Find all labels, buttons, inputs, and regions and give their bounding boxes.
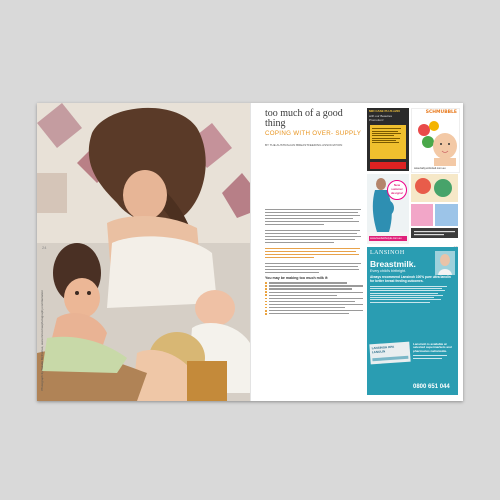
article-subtitle: COPING WITH OVER- SUPPLY — [265, 130, 362, 137]
magazine-spread — [37, 103, 463, 401]
list-item — [265, 307, 363, 309]
lansinoh-benefits — [367, 286, 458, 303]
baby-product-advert[interactable] — [411, 108, 460, 173]
list-item — [265, 310, 363, 312]
list-item — [265, 301, 363, 303]
page-gutter — [250, 103, 251, 401]
page-number-left: 24 — [42, 245, 47, 250]
list-item — [265, 298, 363, 300]
cover-photo — [37, 103, 250, 401]
article-title: too much of a good thing — [265, 108, 343, 129]
article-subhead: You may be making too much milk if: — [265, 276, 329, 281]
lansinoh-brand: LANSINOH — [370, 250, 405, 256]
product-grid-advert[interactable] — [411, 174, 458, 244]
ad-url: www.babyunlimited.com.au — [414, 167, 446, 171]
list-item — [265, 313, 363, 315]
lansinoh-headline: Breastmilk. — [370, 259, 416, 269]
lansinoh-phone: 0800 651 044 — [413, 384, 450, 390]
pull-paragraph — [265, 248, 363, 258]
paragraph-2 — [265, 230, 363, 243]
sale-banner — [370, 162, 406, 169]
sale-offer-box — [370, 125, 406, 159]
list-item — [265, 282, 363, 284]
mother-baby-photo — [435, 251, 455, 275]
article-byline: BY THE AUSTRALIAN BREASTFEEDING ASSOCIATION — [265, 143, 343, 147]
product-collage — [411, 174, 458, 244]
brand-logo: SCHMUBBLE — [425, 110, 457, 115]
list-item — [265, 285, 363, 287]
ad-url: www.feedwithstyle.com.au — [369, 236, 407, 241]
sale-headline: MID CASE PLUS £200 — [369, 109, 401, 113]
paragraph-3 — [265, 263, 363, 273]
new-designs-badge: New summer designs! — [387, 180, 407, 200]
article-body — [265, 209, 363, 316]
lansinoh-product-tube: LANSINOH HPA LANOLIN — [369, 342, 410, 365]
list-item — [265, 291, 363, 293]
paragraph-1 — [265, 209, 363, 225]
list-item — [265, 304, 363, 306]
baby-photo — [412, 116, 459, 166]
list-item — [265, 288, 363, 290]
sale-advert[interactable] — [367, 108, 409, 171]
sale-subline: with our Beauties Promotion! — [369, 114, 393, 122]
lansinoh-availability: Lansinoh is available at selected supermarkets and pharmacies nationwide. — [413, 342, 452, 353]
lansinoh-advert[interactable] — [367, 247, 458, 395]
photo-credit: Photograph by Natalie McComas, www.mccomasphotography.com/lactation — [40, 290, 44, 391]
symptom-list — [265, 282, 363, 315]
maternity-wear-advert[interactable] — [367, 174, 409, 244]
lansinoh-subheadline: Every child's birthright. — [370, 269, 407, 273]
lansinoh-pitch: Always recommend Lansinoh 100% pure ultra lanolin for better breast feeding outcomes. — [370, 275, 451, 283]
list-item — [265, 294, 363, 296]
article-column — [265, 109, 365, 389]
breastfeeding-family-photo — [37, 103, 250, 401]
